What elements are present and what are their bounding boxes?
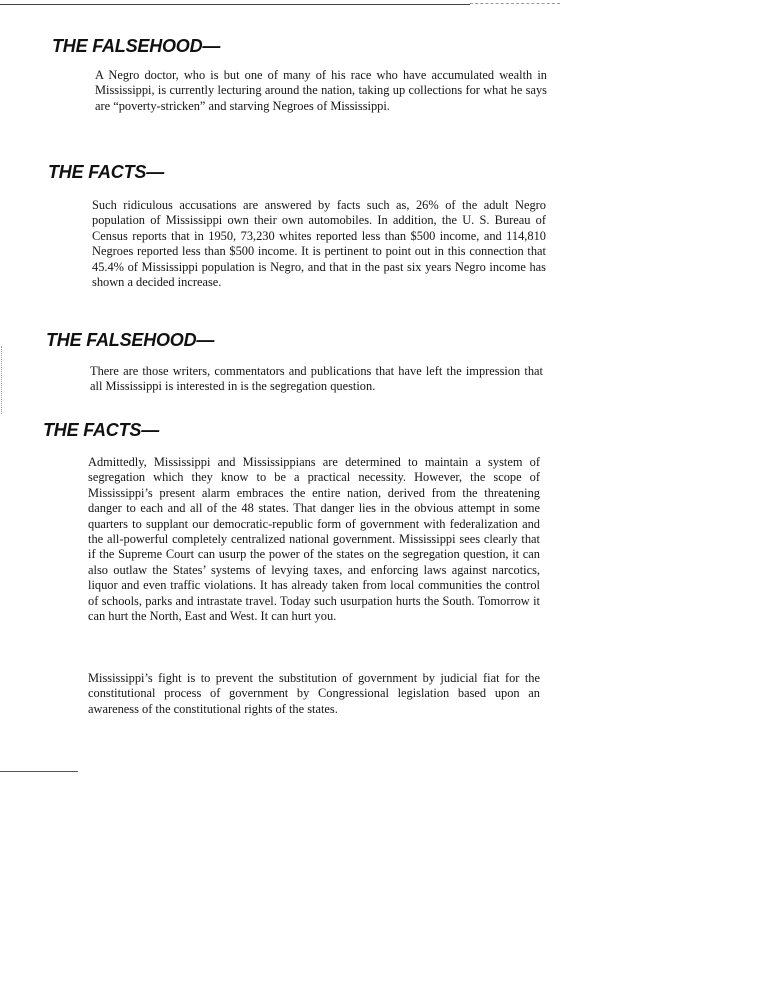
- heading-facts-2: THE FACTS—: [43, 420, 160, 440]
- paragraph-facts-1: Such ridiculous accusations are answered by facts such as, 26% of the adult Negro population of Mississippi own their own automobiles. In addition, the U. S. Bureau of Census reports that in 1950, 73,230 whites reported less than $500 income, and 114,810 Negroes reported less than $500 income. It is pertinent to point out in this connection that 45.4% of Mississippi population is Negro, and that in the past six years Negro income has shown a decided increase.: [92, 198, 546, 290]
- heading-facts-1: THE FACTS—: [48, 162, 165, 182]
- scan-border-top: [0, 4, 470, 5]
- scan-edge-left: [1, 346, 2, 414]
- heading-falsehood-1: THE FALSEHOOD—: [52, 36, 221, 56]
- paragraph-facts-2: Admittedly, Mississippi and Mississippians are determined to maintain a system of segregation which they know to be a practical necessity. However, the scope of Mississippi’s present alarm embraces the entire nation, derived from the threatening danger to each and all of the 48 states. That danger lies in the obvious attempt in some quarters to supplant our democratic-republic form of government with federalization and the all-powerful completely centralized national government. Mississippi sees clearly that if the Supreme Court can usurp the power of the states on the segregation question, it can also outlaw the States’ systems of levying taxes, and enforcing laws against narcotics, liquor and even traffic violations. It has already taken from local communities the control of schools, parks and intrastate travel. Today such usurpation hurts the South. Tomorrow it can hurt the North, East and West. It can hurt you.: [88, 455, 540, 624]
- paragraph-falsehood-2: There are those writers, commentators and publications that have left the impression that all Mississippi is interested in is the segregation question.: [90, 364, 543, 394]
- paragraph-facts-2-conclusion: Mississippi’s fight is to prevent the substitution of government by judicial fiat for the constitutional process of government by Congressional legislation based upon an awareness of the constitutional rights of the states.: [88, 671, 540, 716]
- scan-border-bottom: [0, 771, 78, 772]
- scan-border-top-faint: [470, 3, 560, 4]
- heading-falsehood-2: THE FALSEHOOD—: [46, 330, 215, 350]
- paragraph-falsehood-1: A Negro doctor, who is but one of many of his race who have accumulated wealth in Mississippi, is currently lecturing around the nation, taking up collections for what he says are “poverty-stricken” and starving Negroes of Mississippi.: [95, 68, 547, 113]
